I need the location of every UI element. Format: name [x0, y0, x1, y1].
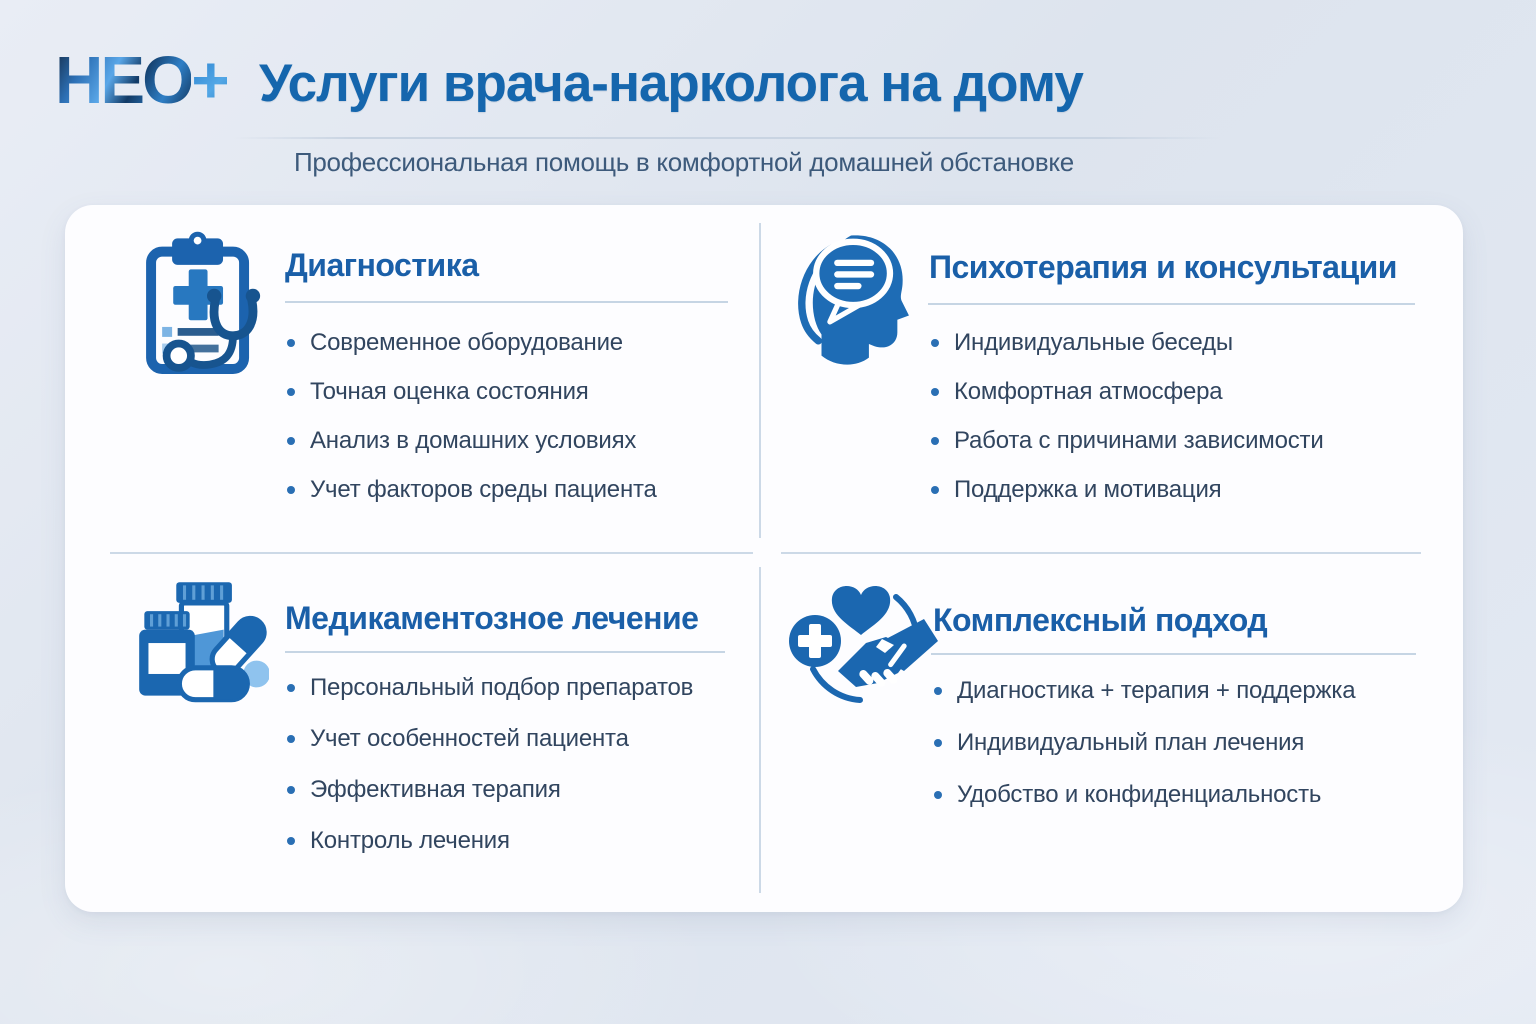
logo-text: НЕО — [55, 43, 192, 118]
bullet-dot — [287, 786, 295, 794]
quadrant-divider-vertical-bottom — [759, 567, 761, 893]
heart-cross-handshake-icon — [786, 577, 938, 709]
section-list — [287, 662, 693, 866]
list-item: Поддержка и мотивация — [931, 465, 1324, 514]
bullet-dot — [287, 735, 295, 743]
list-item: Точная оценка состояния — [287, 367, 657, 416]
bullet-dot — [287, 339, 295, 347]
section-title: Комплексный подход — [933, 602, 1268, 638]
section-divider — [285, 651, 725, 653]
neo-plus-logo — [55, 43, 228, 118]
quadrant-divider-vertical-top — [759, 223, 761, 538]
clipboard-stethoscope-icon — [140, 231, 264, 383]
section-title: Диагностика — [285, 247, 479, 283]
bullet-dot — [934, 791, 942, 799]
bullet-dot — [287, 437, 295, 445]
bullet-dot — [934, 687, 942, 695]
bullet-dot — [287, 486, 295, 494]
section-list — [931, 318, 1324, 514]
bullet-dot — [287, 837, 295, 845]
list-item: Удобство и конфиденциальность — [934, 769, 1355, 821]
services-card — [65, 205, 1463, 912]
list-item: Персональный подбор препаратов — [287, 662, 693, 713]
list-item: Индивидуальные беседы — [931, 318, 1324, 367]
head-speech-bubble-icon — [792, 231, 910, 379]
list-item: Учет особенностей пациента — [287, 713, 693, 764]
page-title: Услуги врача-нарколога на дому — [259, 54, 1083, 113]
section-list — [934, 665, 1355, 821]
list-item: Индивидуальный план лечения — [934, 717, 1355, 769]
bullet-dot — [287, 684, 295, 692]
list-item: Современное оборудование — [287, 318, 657, 367]
list-item: Работа с причинами зависимости — [931, 416, 1324, 465]
logo-plus-icon: + — [191, 43, 228, 118]
list-item: Учет факторов среды пациента — [287, 465, 657, 514]
bullet-dot — [931, 437, 939, 445]
section-title: Психотерапия и консультации — [929, 249, 1397, 285]
list-item: Анализ в домашних условиях — [287, 416, 657, 465]
bullet-dot — [931, 388, 939, 396]
section-divider — [928, 303, 1415, 305]
bullet-dot — [931, 486, 939, 494]
list-item: Контроль лечения — [287, 815, 693, 866]
quadrant-divider-horizontal-left — [110, 552, 753, 554]
bullet-dot — [931, 339, 939, 347]
section-divider — [931, 653, 1416, 655]
list-item: Эффективная терапия — [287, 764, 693, 815]
section-divider — [285, 301, 728, 303]
bullet-dot — [287, 388, 295, 396]
list-item: Диагностика + терапия + поддержка — [934, 665, 1355, 717]
list-item: Комфортная атмосфера — [931, 367, 1324, 416]
title-divider — [233, 137, 1220, 139]
section-title: Медикаментозное лечение — [285, 600, 699, 636]
section-list — [287, 318, 657, 514]
bullet-dot — [934, 739, 942, 747]
quadrant-divider-horizontal-right — [781, 552, 1421, 554]
medicine-pills-icon — [133, 578, 269, 704]
page-subtitle: Профессиональная помощь в комфортной домашней обстановке — [294, 147, 1074, 177]
